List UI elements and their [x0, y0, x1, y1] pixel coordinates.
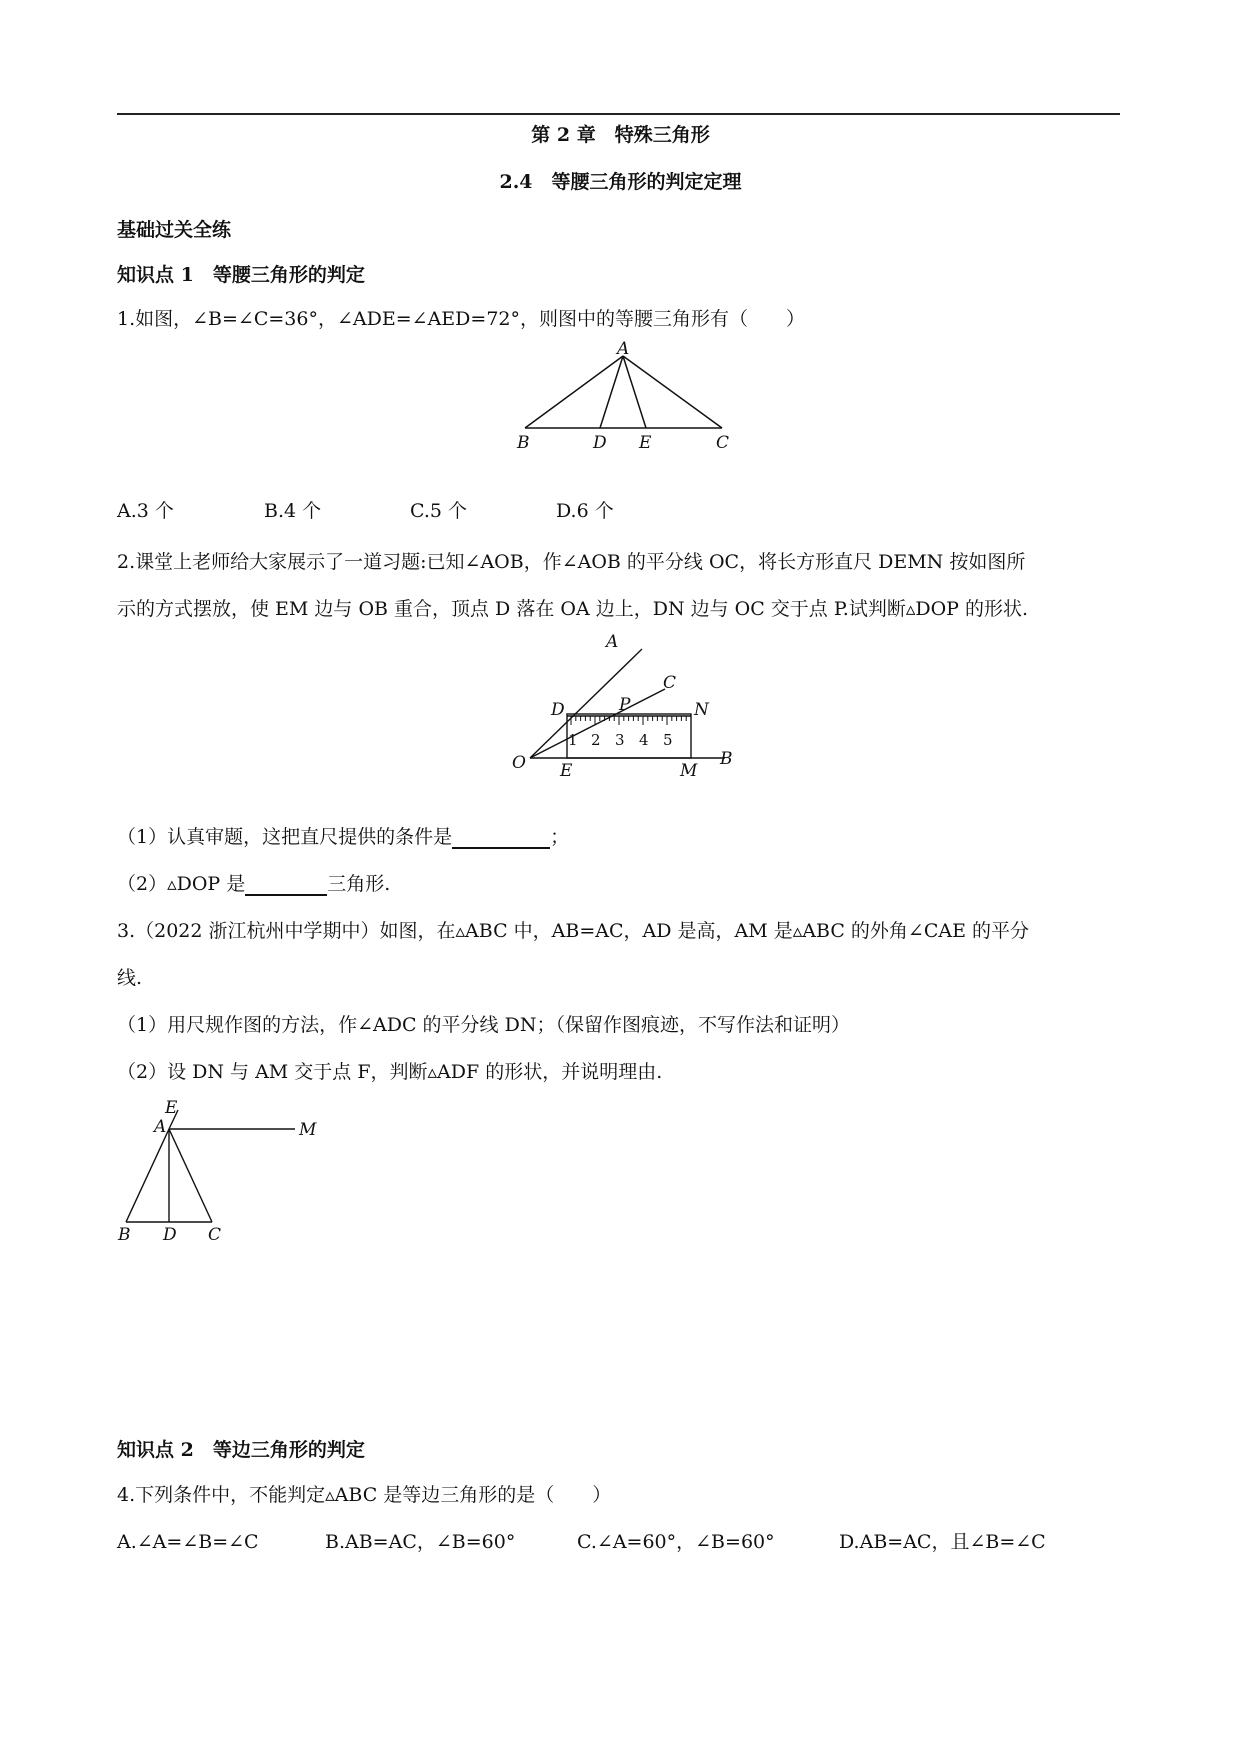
segment-ac	[169, 1129, 212, 1222]
ruler-ticks	[571, 716, 691, 725]
question-2-stem-line-2: 示的方式摆放，使 EM 边与 OB 重合，顶点 D 落在 OA 边上，DN 边与 OC 交于点 P.试判断▵DOP 的形状.	[117, 598, 1029, 620]
label-m: M	[299, 1120, 317, 1140]
question-3-stem-line-1: 3.（2022 浙江杭州中学期中）如图，在▵ABC 中，AB=AC，AD 是高，AM 是▵ABC 的外角∠CAE 的平分	[117, 920, 1029, 942]
label-p: P	[619, 695, 631, 715]
label-m: M	[680, 761, 698, 781]
ruler-number-3: 3	[615, 731, 625, 749]
label-n: N	[694, 700, 709, 720]
header-rule	[117, 113, 1120, 115]
question-2-sub-2-suffix: 三角形.	[327, 873, 391, 895]
label-b: B	[517, 433, 530, 453]
question-3-figure	[110, 1095, 330, 1245]
label-d: D	[163, 1225, 177, 1245]
question-2-sub-1-prefix: （1）认真审题，这把直尺提供的条件是	[117, 826, 453, 848]
ruler-number-4: 4	[639, 731, 649, 749]
question-2-sub-1	[117, 825, 569, 849]
question-2-sub-1-suffix: ；	[550, 826, 570, 848]
question-4-option-a: A.∠A=∠B=∠C	[117, 1531, 259, 1553]
label-b: B	[118, 1225, 131, 1245]
ruler-number-2: 2	[591, 731, 601, 749]
part-title: 基础过关全练	[117, 219, 232, 241]
question-4-option-b: B.AB=AC，∠B=60°	[325, 1531, 516, 1553]
knowledge-point-2-title: 知识点 2 等边三角形的判定	[117, 1439, 365, 1461]
ruler-number-1: 1	[568, 731, 578, 749]
label-c: C	[716, 433, 730, 453]
label-d: D	[593, 433, 607, 453]
question-2-stem-line-1: 2.课堂上老师给大家展示了一道习题:已知∠AOB，作∠AOB 的平分线 OC，将长方形直尺 DEMN 按如图所	[117, 551, 1026, 573]
chapter-title: 第 2 章 特殊三角形	[531, 124, 710, 146]
question-1-option-c: C.5 个	[410, 500, 468, 522]
question-3-sub-1: （1）用尺规作图的方法，作∠ADC 的平分线 DN；（保留作图痕迹，不写作法和证明）	[117, 1014, 850, 1036]
label-e: E	[165, 1098, 178, 1118]
question-1-option-d: D.6 个	[556, 500, 614, 522]
segment-ad	[600, 356, 623, 428]
question-4-option-d: D.AB=AC，且∠B=∠C	[839, 1531, 1046, 1553]
label-d: D	[551, 700, 565, 720]
question-4-stem: 4.下列条件中，不能判定▵ABC 是等边三角形的是（ ）	[117, 1484, 612, 1506]
question-2-sub-2	[117, 872, 390, 896]
label-b: B	[720, 749, 733, 769]
question-3-stem-line-2: 线.	[117, 967, 143, 989]
label-e: E	[560, 761, 573, 781]
ruler-number-5: 5	[663, 731, 673, 749]
question-3-sub-2: （2）设 DN 与 AM 交于点 F，判断▵ADF 的形状，并说明理由.	[117, 1061, 663, 1083]
question-4-option-c: C.∠A=60°，∠B=60°	[577, 1531, 775, 1553]
segment-ab	[525, 356, 623, 428]
segment-ac	[623, 356, 722, 428]
label-e: E	[639, 433, 652, 453]
label-c: C	[208, 1225, 222, 1245]
knowledge-point-1-title: 知识点 1 等腰三角形的判定	[117, 264, 365, 286]
label-c: C	[663, 673, 677, 693]
question-1-option-b: B.4 个	[264, 500, 322, 522]
label-a: A	[154, 1117, 167, 1137]
label-a: A	[617, 339, 630, 359]
question-1-figure	[500, 340, 740, 460]
segment-ae	[623, 356, 646, 428]
answer-blank-2[interactable]	[245, 874, 327, 896]
question-2-sub-2-prefix: （2）▵DOP 是	[117, 873, 246, 895]
label-o: O	[512, 753, 526, 773]
section-title: 2.4 等腰三角形的判定定理	[499, 171, 742, 193]
label-a: A	[606, 632, 619, 652]
question-1-stem: 1.如图，∠B=∠C=36°，∠ADE=∠AED=72°，则图中的等腰三角形有（ ）	[117, 308, 805, 330]
question-2-figure	[505, 633, 745, 783]
answer-blank-1[interactable]	[452, 827, 550, 849]
question-1-option-a: A.3 个	[117, 500, 174, 522]
segment-ab	[126, 1129, 169, 1222]
